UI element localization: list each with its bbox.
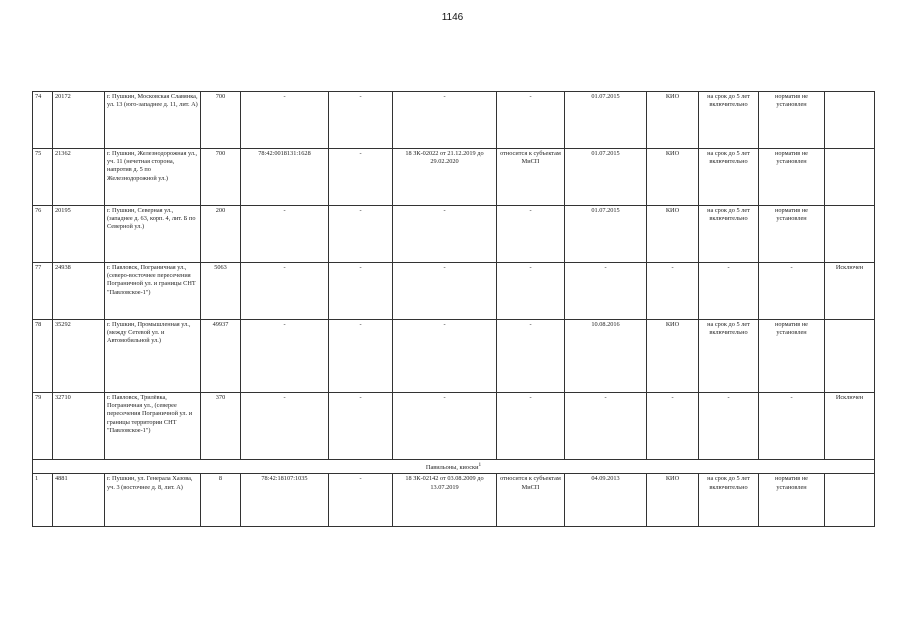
row-permit: - (393, 92, 497, 149)
row-note (825, 92, 875, 149)
row-status: - (497, 393, 565, 460)
row-norm: норматив не установлен (759, 92, 825, 149)
row-note (825, 320, 875, 393)
row-type: КИО (647, 474, 699, 527)
row-type: КИО (647, 149, 699, 206)
row-area: 700 (201, 149, 241, 206)
row-date: 01.07.2015 (565, 92, 647, 149)
row-cadastral-number: 78:42:18107:1035 (241, 474, 329, 527)
table-row (33, 92, 875, 149)
row-address: г. Пушкин, Московская Славянка, ул. 13 (юго-западнее д. 11, лит. А) (105, 92, 201, 149)
row-area: 49937 (201, 320, 241, 393)
section-title (33, 460, 875, 474)
row-type: - (647, 393, 699, 460)
section-title-footnote: 1 (478, 462, 482, 468)
section-title-text: Павильоны, киоски (425, 464, 479, 472)
row-number: 77 (33, 263, 53, 320)
row-norm: - (759, 263, 825, 320)
table-row (33, 263, 875, 320)
row-column-6: - (329, 263, 393, 320)
row-norm: норматив не установлен (759, 320, 825, 393)
row-number: 1 (33, 474, 53, 527)
page-number: 1146 (441, 12, 464, 23)
row-number: 74 (33, 92, 53, 149)
row-code: 24938 (53, 263, 105, 320)
row-status: - (497, 263, 565, 320)
row-date: 10.08.2016 (565, 320, 647, 393)
row-address: г. Павловск, Трилёвка, Пограничная ул., (северее пересечения Пограничной ул. и границы территории СНТ "Павловское-1") (105, 393, 201, 460)
section-header-row (33, 460, 875, 474)
row-column-6: - (329, 149, 393, 206)
row-number: 78 (33, 320, 53, 393)
row-term: на срок до 5 лет включительно (699, 92, 759, 149)
row-area: 700 (201, 92, 241, 149)
row-type: КИО (647, 320, 699, 393)
row-cadastral-number: - (241, 92, 329, 149)
table-row (33, 474, 875, 527)
row-address: г. Пушкин, Промышленная ул., (между Сетевой ул. и Автомобильной ул.) (105, 320, 201, 393)
row-cadastral-number: - (241, 393, 329, 460)
row-code: 35292 (53, 320, 105, 393)
row-note: Исключен (825, 263, 875, 320)
row-permit: - (393, 393, 497, 460)
row-number: 75 (33, 149, 53, 206)
table-row (33, 149, 875, 206)
row-permit: 18 ЗК-02022 от 21.12.2019 до 29.02.2020 (393, 149, 497, 206)
row-column-6: - (329, 92, 393, 149)
row-status: - (497, 92, 565, 149)
row-date: 01.07.2015 (565, 149, 647, 206)
row-term: - (699, 263, 759, 320)
row-term: на срок до 5 лет включительно (699, 206, 759, 263)
row-column-6: - (329, 393, 393, 460)
row-norm: - (759, 393, 825, 460)
row-note (825, 474, 875, 527)
row-cadastral-number: - (241, 263, 329, 320)
row-code: 20172 (53, 92, 105, 149)
row-term: на срок до 5 лет включительно (699, 320, 759, 393)
row-column-6: - (329, 474, 393, 527)
row-permit: 18 ЗК-02142 от 03.08.2009 до 13.07.2019 (393, 474, 497, 527)
row-address: г. Пушкин, Железнодорожная ул., уч. 11 (нечетная сторона, напротив д. 5 по Железнодорожной ул.) (105, 149, 201, 206)
row-cadastral-number: - (241, 320, 329, 393)
row-note (825, 206, 875, 263)
row-status: относится к субъектам МиСП (497, 474, 565, 527)
table-row (33, 206, 875, 263)
row-area: 200 (201, 206, 241, 263)
row-area: 8 (201, 474, 241, 527)
row-type: КИО (647, 92, 699, 149)
row-date: - (565, 263, 647, 320)
table-row (33, 393, 875, 460)
row-area: 5063 (201, 263, 241, 320)
row-permit: - (393, 320, 497, 393)
row-status: - (497, 320, 565, 393)
row-column-6: - (329, 320, 393, 393)
row-norm: норматив не установлен (759, 149, 825, 206)
row-address: г. Пушкин, Северная ул., (западнее д. 63, корп. 4, лит. Б по Северной ул.) (105, 206, 201, 263)
row-code: 20195 (53, 206, 105, 263)
row-address: г. Пушкин, ул. Генерала Хазова, уч. 3 (восточнее д. 8, лит. А) (105, 474, 201, 527)
row-column-6: - (329, 206, 393, 263)
row-code: 4881 (53, 474, 105, 527)
row-date: 04.09.2013 (565, 474, 647, 527)
row-note (825, 149, 875, 206)
row-number: 76 (33, 206, 53, 263)
row-number: 79 (33, 393, 53, 460)
row-norm: норматив не установлен (759, 474, 825, 527)
row-date: 01.07.2015 (565, 206, 647, 263)
row-term: - (699, 393, 759, 460)
table-row (33, 320, 875, 393)
row-status: относится к субъектам МиСП (497, 149, 565, 206)
row-status: - (497, 206, 565, 263)
row-address: г. Павловск, Пограничная ул., (северо-восточнее пересечения Пограничной ул. и границы СНТ "Павловское-1") (105, 263, 201, 320)
row-permit: - (393, 263, 497, 320)
row-date: - (565, 393, 647, 460)
row-term: на срок до 5 лет включительно (699, 149, 759, 206)
row-area: 370 (201, 393, 241, 460)
row-term: на срок до 5 лет включительно (699, 474, 759, 527)
row-norm: норматив не установлен (759, 206, 825, 263)
row-permit: - (393, 206, 497, 263)
registry-table (32, 91, 875, 527)
row-cadastral-number: 78:42:0018131:1628 (241, 149, 329, 206)
row-type: КИО (647, 206, 699, 263)
row-type: - (647, 263, 699, 320)
row-code: 32710 (53, 393, 105, 460)
row-code: 21362 (53, 149, 105, 206)
row-note: Исключен (825, 393, 875, 460)
row-cadastral-number: - (241, 206, 329, 263)
